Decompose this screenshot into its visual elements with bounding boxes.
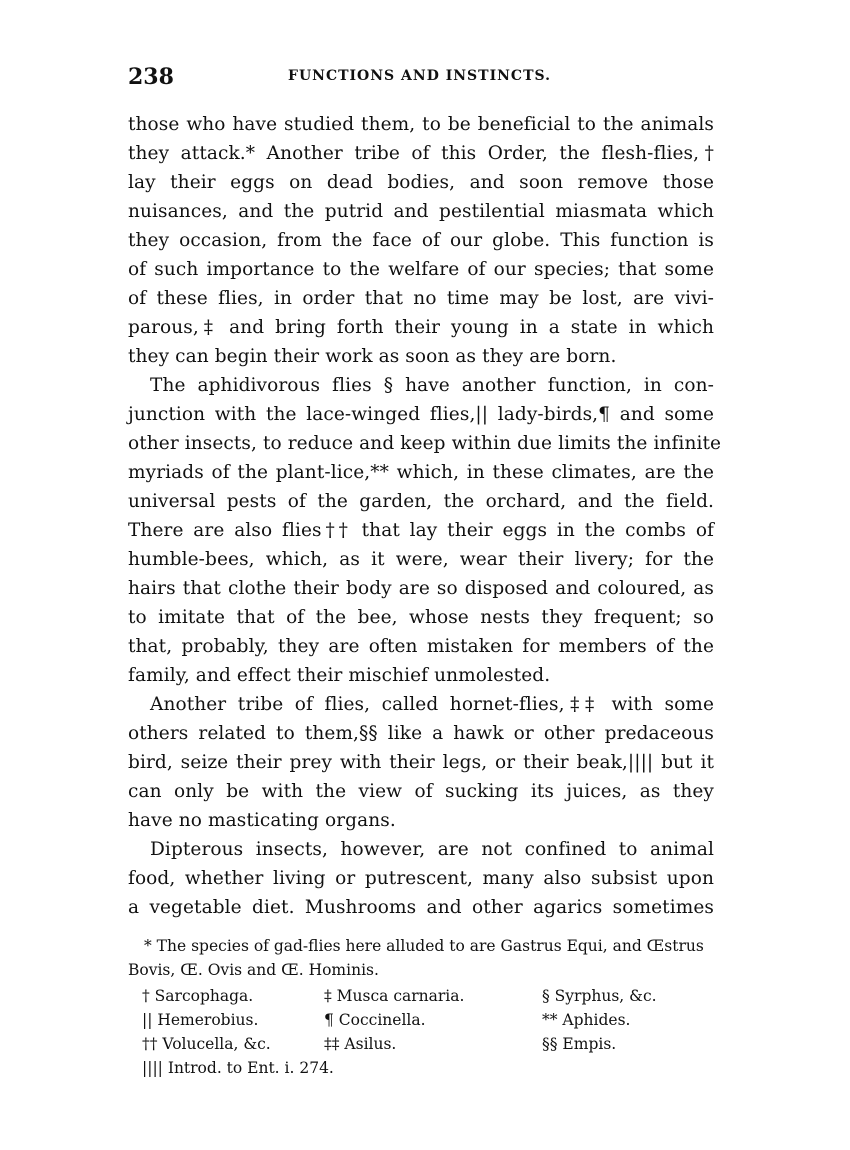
footnote-ref: §§ Empis. <box>542 1035 617 1053</box>
footnote-ref: ** Aphides. <box>542 1011 631 1029</box>
text-line: family, and effect their mischief unmolested. <box>128 665 551 686</box>
text-line: bird, seize their prey with their legs, or their beak,|||| but it <box>128 752 714 773</box>
footnote-row <box>128 1032 714 1056</box>
text-line: others related to them,§§ like a hawk or other predaceous <box>128 723 714 744</box>
footnote-row <box>128 984 714 1008</box>
footnote-line: Bovis, Œ. Ovis and Œ. Hominis. <box>128 961 379 979</box>
footnote-row <box>128 1056 714 1080</box>
text-line: of these flies, in order that no time may be lost, are vivi- <box>128 288 714 309</box>
text-line: nuisances, and the putrid and pestilential miasmata which <box>128 201 714 222</box>
running-head: FUNCTIONS AND INSTINCTS. <box>288 68 551 84</box>
body-text <box>128 110 722 922</box>
footnote-ref: |||| Introd. to Ent. i. 274. <box>142 1059 334 1077</box>
text-line: they occasion, from the face of our globe. This function is <box>128 230 714 251</box>
text-line: a vegetable diet. Mushrooms and other agarics sometimes <box>128 897 714 918</box>
text-line: Another tribe of flies, called hornet-flies,‡‡ with some <box>150 694 714 715</box>
footnotes <box>128 934 714 1084</box>
text-line: those who have studied them, to be beneficial to the animals <box>128 114 714 135</box>
text-line: myriads of the plant-lice,** which, in these climates, are the <box>128 462 714 483</box>
text-line: of such importance to the welfare of our species; that some <box>128 259 714 280</box>
text-line: junction with the lace-winged flies,|| lady-birds,¶ and some <box>128 404 714 425</box>
footnote-ref: || Hemerobius. <box>142 1011 259 1029</box>
text-line: they can begin their work as soon as they are born. <box>128 346 617 367</box>
text-line: The aphidivorous flies § have another function, in con- <box>150 375 714 396</box>
footnote-ref: †† Volucella, &c. <box>142 1035 271 1053</box>
text-line: Dipterous insects, however, are not confined to animal <box>150 839 714 860</box>
page-number: 238 <box>128 64 174 90</box>
text-line: food, whether living or putrescent, many also subsist upon <box>128 868 714 889</box>
text-line: humble-bees, which, as it were, wear their livery; for the <box>128 549 714 570</box>
footnote-line: * The species of gad-flies here alluded to are Gastrus Equi, and Œstrus <box>144 937 704 955</box>
text-line: they attack.* Another tribe of this Order, the flesh-flies,† <box>128 143 714 164</box>
footnote-references <box>128 984 714 1084</box>
footnote-ref: ‡ Musca carnaria. <box>324 987 465 1005</box>
text-line: to imitate that of the bee, whose nests they frequent; so <box>128 607 714 628</box>
text-line: can only be with the view of sucking its juices, as they <box>128 781 714 802</box>
text-line: that, probably, they are often mistaken for members of the <box>128 636 714 657</box>
footnote-ref: ¶ Coccinella. <box>324 1011 426 1029</box>
text-line: hairs that clothe their body are so disposed and coloured, as <box>128 578 714 599</box>
text-line: universal pests of the garden, the orchard, and the field. <box>128 491 714 512</box>
text-line: There are also flies†† that lay their eggs in the combs of <box>128 520 714 541</box>
footnote-ref: † Sarcophaga. <box>142 987 254 1005</box>
footnote-ref: § Syrphus, &c. <box>542 987 657 1005</box>
footnote-row <box>128 1008 714 1032</box>
page-header <box>128 64 714 96</box>
text-line: lay their eggs on dead bodies, and soon remove those <box>128 172 714 193</box>
text-line: other insects, to reduce and keep within due limits the infinite <box>128 433 722 454</box>
text-line: parous,‡ and bring forth their young in a state in which <box>128 317 714 338</box>
text-line: have no masticating organs. <box>128 810 396 831</box>
footnote-ref: ‡‡ Asilus. <box>324 1035 397 1053</box>
